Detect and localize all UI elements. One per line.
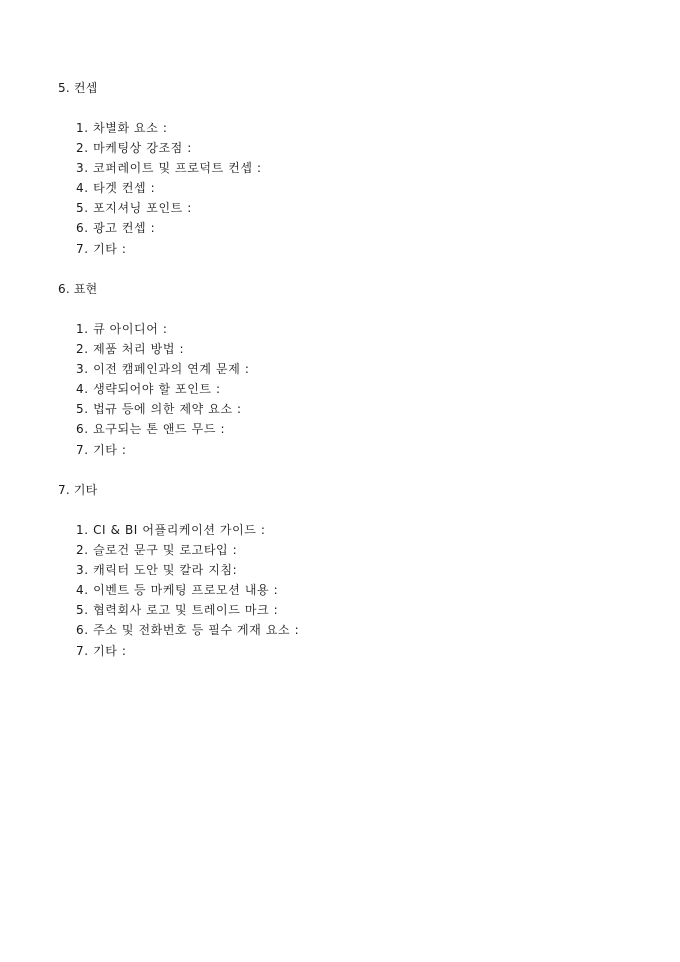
list-item: 4. 생략되어야 할 포인트 :: [76, 382, 221, 397]
section-expression: [58, 279, 97, 299]
list-item: 3. 이전 캠페인과의 연계 문제 :: [76, 362, 250, 377]
list-item: 6. 주소 및 전화번호 등 필수 게재 요소 :: [76, 623, 300, 638]
list-item: 5. 법규 등에 의한 제약 요소 :: [76, 402, 242, 417]
list-item: 1. 큐 아이디어 :: [76, 322, 168, 336]
section-heading: 6. 표현: [58, 282, 98, 296]
list-item: 1. CI & BI 어플리케이션 가이드 :: [76, 523, 266, 537]
list-item: 7. 기타 :: [76, 442, 127, 457]
list-item: 1. 차별화 요소 :: [76, 121, 168, 135]
section-other: [58, 480, 97, 500]
concept-item-list: [76, 118, 262, 259]
list-item: 5. 협력회사 로고 및 트레이드 마크 :: [76, 603, 279, 618]
list-item: 4. 이벤트 등 마케팅 프로모션 내용 :: [76, 583, 279, 598]
section-heading: 7. 기타: [58, 483, 98, 497]
list-item: 4. 타겟 컨셉 :: [76, 181, 156, 196]
section-heading: 5. 컨셉: [58, 81, 98, 95]
list-item: 2. 제품 처리 방법 :: [76, 342, 185, 357]
list-item: 6. 광고 컨셉 :: [76, 221, 156, 236]
list-item: 6. 요구되는 톤 앤드 무드 :: [76, 422, 226, 437]
other-item-list: [76, 520, 299, 661]
list-item: 7. 기타 :: [76, 241, 127, 256]
list-item: 3. 캐릭터 도안 및 칼라 지침:: [76, 563, 238, 578]
list-item: 3. 코퍼레이트 및 프로덕트 컨셉 :: [76, 161, 262, 176]
list-item: 2. 마케팅상 강조점 :: [76, 141, 192, 156]
expression-item-list: [76, 319, 249, 460]
list-item: 5. 포지셔닝 포인트 :: [76, 201, 192, 216]
list-item: 7. 기타 :: [76, 643, 127, 658]
list-item: 2. 슬로건 문구 및 로고타입 :: [76, 543, 238, 558]
section-concept: [58, 78, 97, 98]
